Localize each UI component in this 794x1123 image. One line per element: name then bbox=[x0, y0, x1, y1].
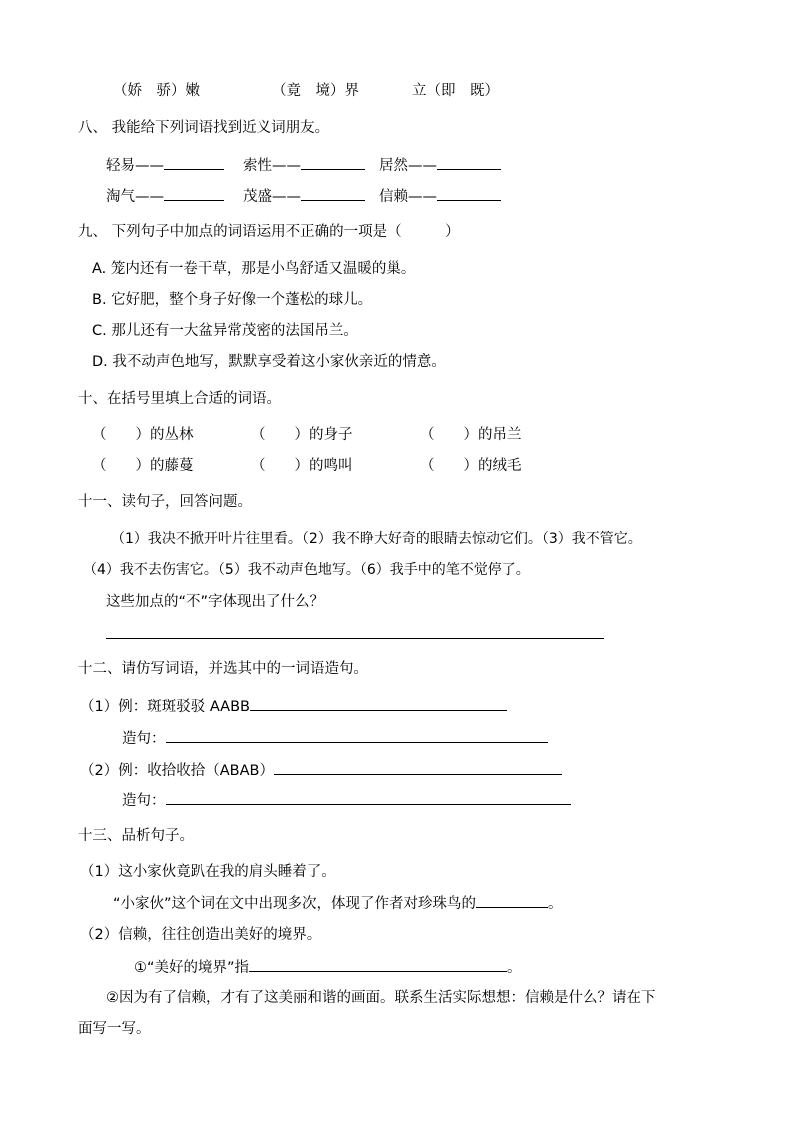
q8-word-5 bbox=[243, 186, 365, 207]
q8-word-2 bbox=[243, 155, 365, 176]
q10-item-6: （ ）的绒毛 bbox=[420, 458, 522, 474]
answer-blank[interactable] bbox=[249, 957, 507, 972]
q12-example-2-text: （2）例：收拾收拾（ABAB） bbox=[80, 763, 274, 779]
q13-sentence-2: （2）信赖，往往创造出美好的境界。 bbox=[80, 927, 322, 943]
answer-blank[interactable] bbox=[166, 728, 548, 743]
q9-title: 九、 下列句子中加点的词语运用不正确的一项是（ ） bbox=[78, 224, 460, 240]
q8-word-1 bbox=[106, 155, 224, 176]
q11-sentence-line-2: （4）我不去伤害它。（5）我不动声色地写。（6）我手中的笔不觉停了。 bbox=[83, 562, 530, 578]
q12-example-1 bbox=[80, 696, 507, 717]
sentence-label: 造句： bbox=[122, 793, 166, 809]
q13-question-1-end: 。 bbox=[548, 896, 563, 912]
q10-item-2: （ ）的身子 bbox=[251, 427, 353, 443]
q10-title: 十、在括号里填上合适的词语。 bbox=[78, 391, 281, 407]
q8-word-label: 轻易—— bbox=[106, 158, 164, 174]
q10-item-3: （ ）的吊兰 bbox=[420, 427, 522, 443]
q7-item-3: 立（即 既） bbox=[412, 83, 499, 99]
q12-example-2 bbox=[80, 760, 562, 781]
q11-answer-line[interactable] bbox=[106, 638, 604, 639]
q8-word-3 bbox=[379, 155, 501, 176]
q12-sentence-1 bbox=[122, 728, 548, 749]
answer-blank[interactable] bbox=[437, 186, 501, 201]
q8-word-6 bbox=[379, 186, 501, 207]
q9-option-b: B. 它好肥，整个身子好像一个蓬松的球儿。 bbox=[92, 292, 373, 308]
q13-title: 十三、品析句子。 bbox=[78, 828, 194, 844]
q8-title: 八、 我能给下列词语找到近义词朋友。 bbox=[78, 120, 330, 136]
q7-item-1: （娇 骄）嫩 bbox=[113, 83, 200, 99]
q11-sentence-line-1: （1）我决不掀开叶片往里看。（2）我不睁大好奇的眼睛去惊动它们。（3）我不管它。 bbox=[111, 531, 642, 547]
q8-word-label: 淘气—— bbox=[106, 189, 164, 205]
q13-question-2b-line-2: 面写一写。 bbox=[78, 1021, 151, 1037]
q11-title: 十一、读句子，回答问题。 bbox=[78, 494, 252, 510]
q10-item-4: （ ）的藤蔓 bbox=[92, 458, 194, 474]
q9-option-c: C. 那儿还有一大盆异常茂密的法国吊兰。 bbox=[92, 323, 358, 339]
q8-word-label: 茂盛—— bbox=[243, 189, 301, 205]
q11-question: 这些加点的“不”字体现出了什么？ bbox=[106, 594, 325, 610]
q9-option-a: A. 笼内还有一卷干草，那是小鸟舒适又温暖的巢。 bbox=[92, 261, 416, 277]
answer-blank[interactable] bbox=[250, 696, 507, 711]
answer-blank[interactable] bbox=[301, 155, 365, 170]
answer-blank[interactable] bbox=[164, 155, 224, 170]
q12-title: 十二、请仿写词语，并选其中的一词语造句。 bbox=[78, 661, 368, 677]
q12-sentence-2 bbox=[122, 790, 571, 811]
q8-word-label: 信赖—— bbox=[379, 189, 437, 205]
answer-blank[interactable] bbox=[437, 155, 501, 170]
q9-option-d: D. 我不动声色地写，默默享受着这小家伙亲近的情意。 bbox=[92, 354, 446, 370]
q8-word-4 bbox=[106, 186, 224, 207]
answer-blank[interactable] bbox=[274, 760, 562, 775]
q10-item-1: （ ）的丛林 bbox=[92, 427, 194, 443]
answer-blank[interactable] bbox=[476, 893, 548, 908]
sentence-label: 造句： bbox=[122, 731, 166, 747]
q13-sentence-1: （1）这小家伙竟趴在我的肩头睡着了。 bbox=[80, 864, 336, 880]
answer-blank[interactable] bbox=[301, 186, 365, 201]
q7-item-2: （竟 境）界 bbox=[272, 83, 359, 99]
q8-word-label: 索性—— bbox=[243, 158, 301, 174]
q13-question-2a-text: ①“美好的境界”指 bbox=[134, 960, 250, 976]
q8-word-label: 居然—— bbox=[379, 158, 437, 174]
q13-question-1-text: “小家伙”这个词在文中出现多次，体现了作者对珍珠鸟的 bbox=[113, 896, 477, 912]
q13-question-2a bbox=[134, 957, 522, 978]
q13-question-2a-end: 。 bbox=[507, 960, 522, 976]
answer-blank[interactable] bbox=[166, 790, 571, 805]
answer-blank[interactable] bbox=[164, 186, 224, 201]
q13-question-1 bbox=[113, 893, 563, 914]
q13-question-2b-line-1: ②因为有了信赖，才有了这美丽和谐的画面。联系生活实际想想：信赖是什么？请在下 bbox=[106, 990, 656, 1006]
q12-example-1-text: （1）例：斑斑驳驳 AABB bbox=[80, 699, 250, 715]
q10-item-5: （ ）的鸣叫 bbox=[251, 458, 353, 474]
